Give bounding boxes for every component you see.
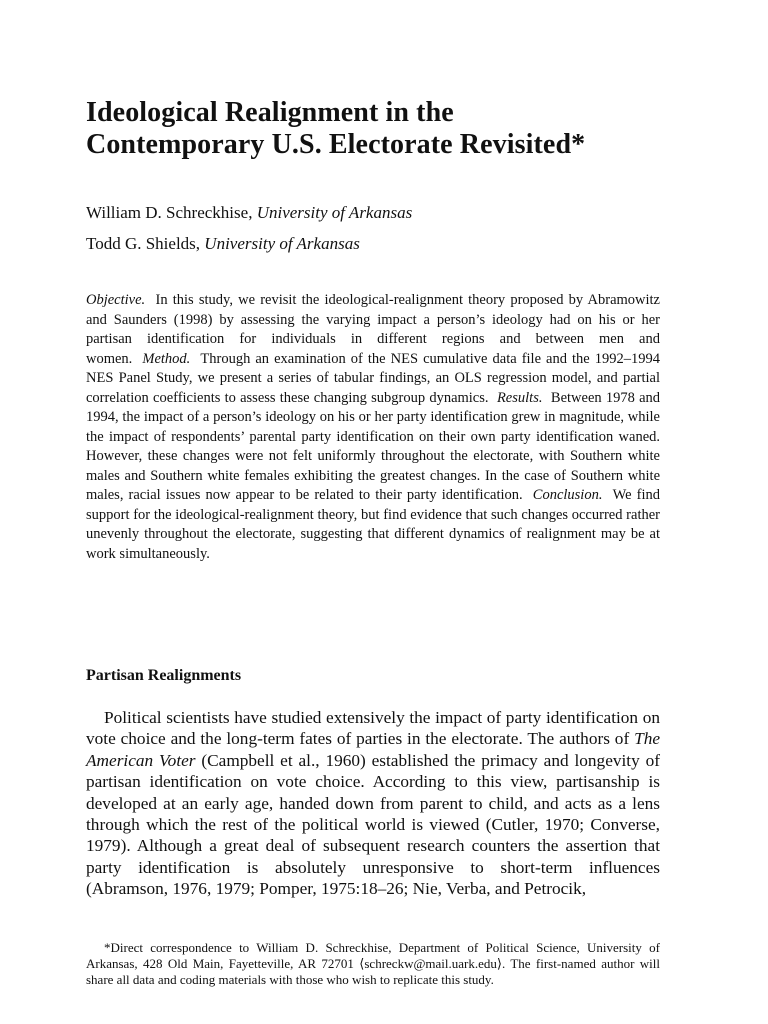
author-1-affiliation: University of Arkansas xyxy=(256,203,413,222)
abstract-method-text: Through an examination of the NES cumulative data file and the 1992–1994 NES Panel Study, we present a series of tabular findings, an OLS regression model, and partial correlation coefficients to assess these changing subgroup dynamics. xyxy=(86,350,661,406)
abstract-conclusion-label: Conclusion. xyxy=(532,487,603,503)
author-2-name: Todd G. Shields, xyxy=(86,234,205,253)
author-1 xyxy=(86,202,586,224)
abstract xyxy=(86,291,660,564)
abstract-method-label: Method. xyxy=(142,350,191,367)
abstract-results-label: Results. xyxy=(496,389,543,406)
abstract-objective-text: In this study, we revisit the ideological-realignment theory proposed by Abramowitz and Saunders (1998) by assessing the varying impact a person’s ideology had on his or her partisan identification for individuals in different regions and between men and women. xyxy=(86,292,660,367)
title-footnote-mark: * xyxy=(571,129,586,160)
section-heading: Partisan Realignments xyxy=(86,667,242,684)
abstract-conclusion-text: We find support for the ideological-realignment theory, but find evidence that such changes occurred rather unevenly throughout the electorate, suggesting that different dynamics of realignment may be at work simultaneously. xyxy=(86,487,660,562)
abstract-results-text: Between 1978 and 1994, the impact of a person’s ideology on his or her party identification grew in magnitude, while the impact of respondents’ parental party identification on their own party identification waned. However, these changes were not felt uniformly throughout the electorate, with Southern white males and Southern white females exhibiting the greatest changes. In the case of Southern white males, racial issues now appear to be related to their party identification. xyxy=(86,389,661,503)
footnote: *Direct correspondence to William D. Schreckhise, Department of Political Science, University of Arkansas, 428 Old Main, Fayetteville, AR 72701 ⟨schreckw@mail.uark.edu⟩. The first-named author will share all data and coding materials with those who wish to replicate this study. xyxy=(86,940,660,987)
body-text-part-1: Political scientists have studied extensively the impact of party identification on vote choice and the long-term fates of parties in the electorate. The authors of xyxy=(86,708,660,749)
paper-title xyxy=(86,97,686,161)
body-text-part-2: (Campbell et al., 1960) established the primacy and longevity of partisan identification on vote choice. According to this view, partisanship is developed at an early age, handed down from parent to child, and acts as a lens through which the rest of the political world is viewed (Cutler, 1970; Converse, 1979). Although a great deal of subsequent research counters the assertion that party identification is absolutely unresponsive to short-term influences (Abramson, 1976, 1979; Pomper, 1975:18–26; Nie, Verba, and Petrocik, xyxy=(86,750,660,899)
body-italic-book-title: The American Voter xyxy=(86,729,660,770)
author-1-name: William D. Schreckhise, xyxy=(86,203,257,222)
author-2 xyxy=(86,233,586,255)
title-line-1: Ideological Realignment in the xyxy=(86,97,454,128)
author-2-affiliation: University of Arkansas xyxy=(204,234,360,253)
body-paragraph xyxy=(86,707,660,900)
title-line-2: Contemporary U.S. Electorate Revisited xyxy=(86,129,572,160)
abstract-objective-label: Objective. xyxy=(86,292,146,308)
